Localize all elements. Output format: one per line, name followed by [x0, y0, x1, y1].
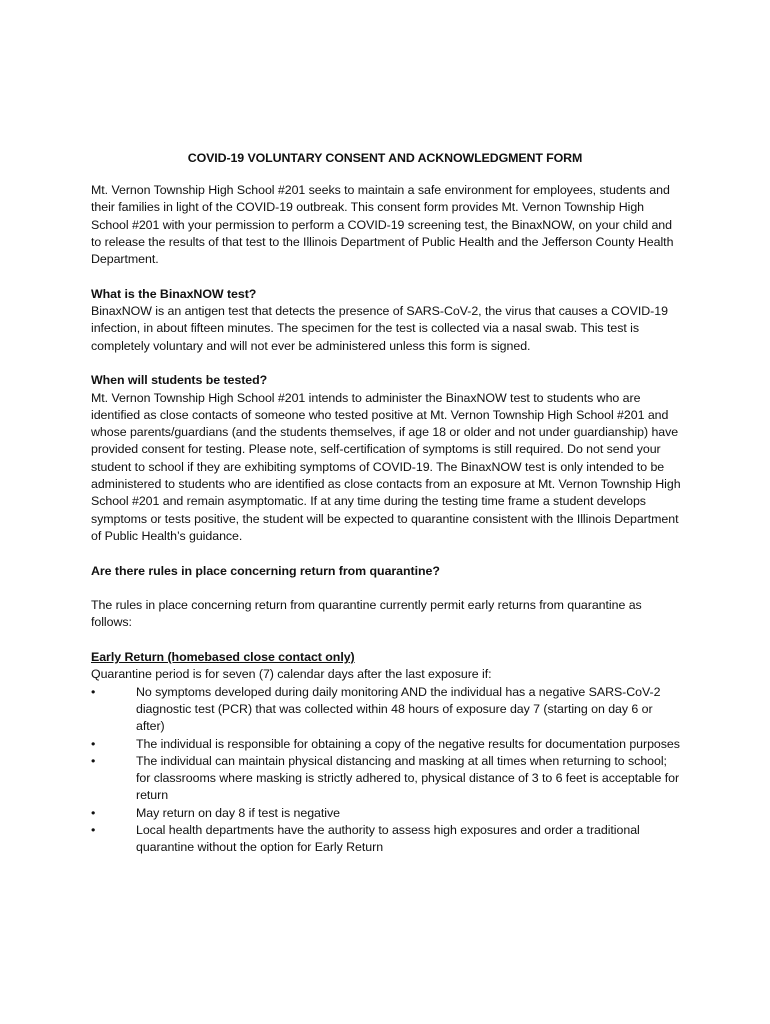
list-item-text: No symptoms developed during daily monitoring AND the individual has a negative SARS-CoV-2 diagnostic test (PCR) that was collected within 48 hours of exposure day 7 (starting on day 6 or after)	[136, 684, 661, 734]
section-heading-binaxnow: What is the BinaxNOW test?	[91, 286, 257, 301]
bullet-icon: •	[91, 736, 96, 751]
list-item	[91, 736, 681, 753]
list-item-text: The individual can maintain physical distancing and masking at all times when returning to school; for classrooms where masking is strictly adhered to, physical distance of 3 to 6 feet is acceptable for return	[136, 753, 680, 803]
early-return-heading: Early Return (homebased close contact only)	[91, 650, 355, 665]
bullet-icon: •	[91, 684, 96, 699]
list-item-text: The individual is responsible for obtaining a copy of the negative results for documentation purposes	[136, 736, 680, 751]
list-item	[91, 753, 681, 805]
section-body-quarantine-rules: The rules in place concerning return from quarantine currently permit early returns from quarantine as follows:	[91, 598, 642, 630]
early-return-list	[91, 684, 681, 857]
section-heading-quarantine-rules: Are there rules in place concerning return from quarantine?	[91, 563, 440, 578]
intro-paragraph: Mt. Vernon Township High School #201 seeks to maintain a safe environment for employees, students and their families in light of the COVID-19 outbreak. This consent form provides Mt. Vernon Township High School #201 with your permission to perform a COVID-19 screening test, the BinaxNOW, on your child and to release the results of that test to the Illinois Department of Public Health and the Jefferson County Health Department.	[91, 183, 674, 267]
bullet-icon: •	[91, 753, 96, 768]
list-item-text: Local health departments have the authority to assess high exposures and order a traditional quarantine without the option for Early Return	[136, 822, 640, 855]
bullet-icon: •	[91, 822, 96, 837]
list-item-text: May return on day 8 if test is negative	[136, 805, 340, 820]
early-return-lead: Quarantine period is for seven (7) calendar days after the last exposure if:	[91, 667, 492, 682]
list-item	[91, 805, 681, 822]
section-body-binaxnow: BinaxNOW is an antigen test that detects the presence of SARS-CoV-2, the virus that causes a COVID-19 infection, in about fifteen minutes. The specimen for the test is collected via a nasal swab. This test is completely voluntary and will not ever be administered unless this form is signed.	[91, 304, 668, 353]
section-heading-when-tested: When will students be tested?	[91, 373, 268, 388]
section-body-when-tested: Mt. Vernon Township High School #201 intends to administer the BinaxNOW test to students who are identified as close contacts of someone who tested positive at Mt. Vernon Township High School #201 and whose parents/guardians (and the students themselves, if age 18 or older and not under guardianship) have provided consent for testing. Please note, self-certification of symptoms is still required. Do not send your student to school if they are exhibiting symptoms of COVID-19. The BinaxNOW test is only intended to be administered to students who are identified as close contacts from an exposure at Mt. Vernon Township High School #201 and remain asymptomatic. If at any time during the testing time frame a student develops symptoms or tests positive, the student will be expected to quarantine consistent with the Illinois Department of Public Health’s guidance.	[91, 390, 681, 543]
document-body	[91, 182, 681, 857]
list-item	[91, 684, 681, 736]
list-item	[91, 822, 681, 857]
bullet-icon: •	[91, 805, 96, 820]
document-title: COVID-19 VOLUNTARY CONSENT AND ACKNOWLEDGMENT FORM	[187, 151, 583, 165]
